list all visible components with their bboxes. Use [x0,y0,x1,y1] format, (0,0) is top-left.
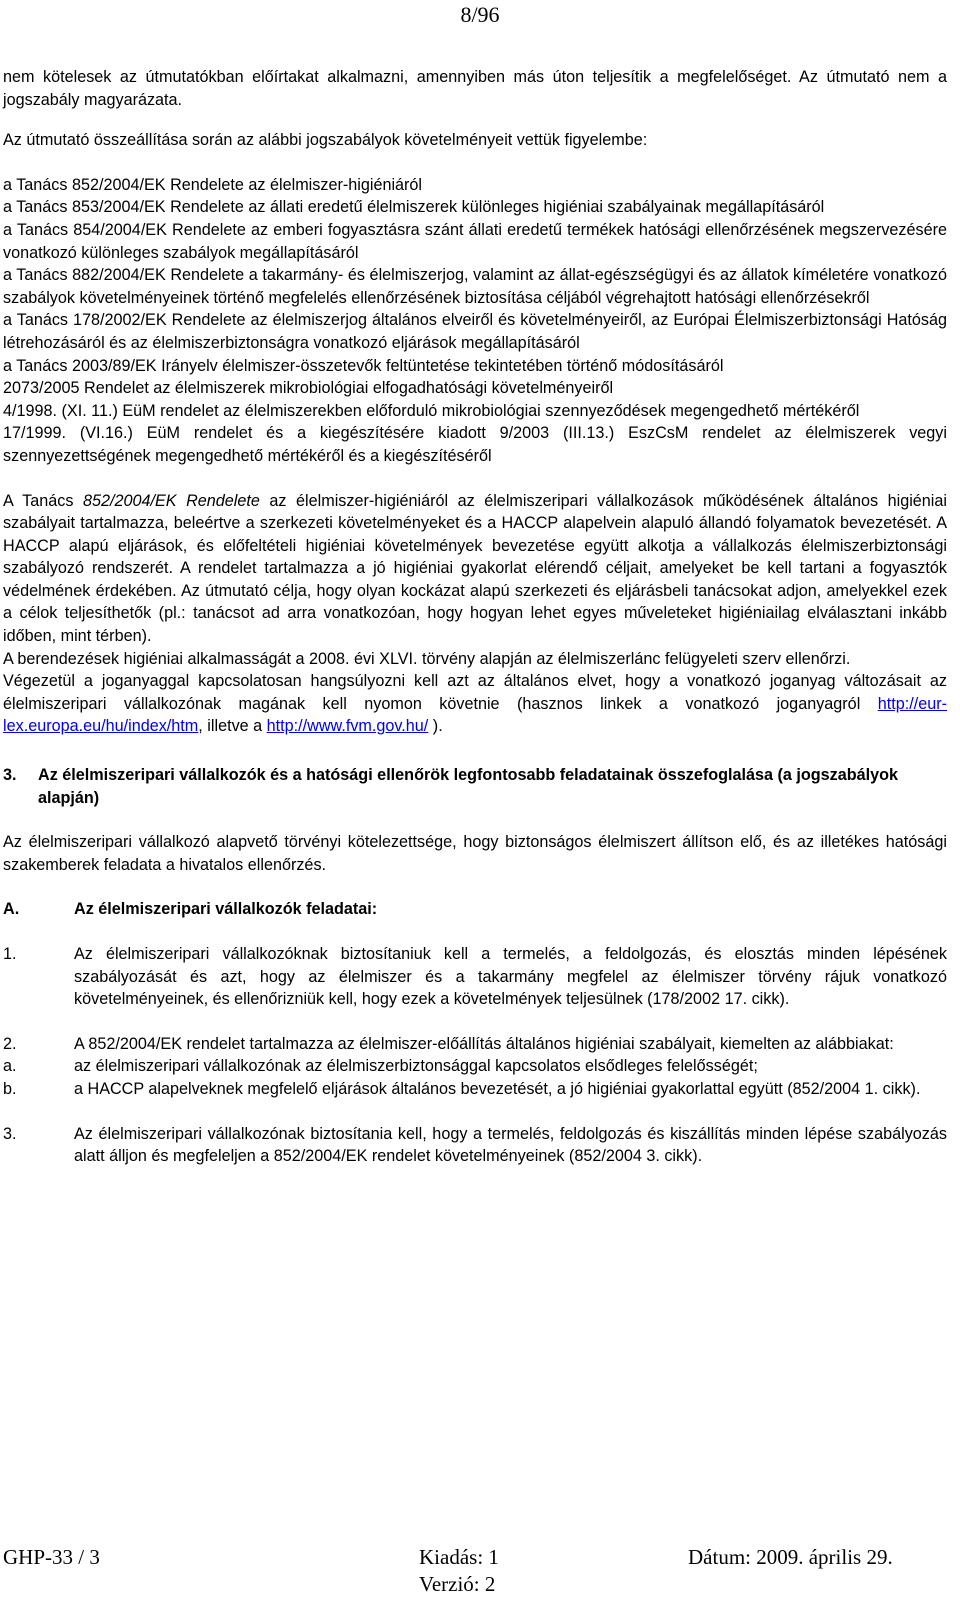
regulation-item: 4/1998. (XI. 11.) EüM rendelet az élelmiszerekben előforduló mikrobiológiai szennyeződések megengedhető mértékéről [3,401,860,420]
list-item [3,1033,947,1056]
eur-lex-link[interactable]: http://eur-lex.europa.eu/hu/index/htm [3,694,947,736]
list-item-text: A 852/2004/EK rendelet tartalmazza az élelmiszer-előállítás általános higiéniai szabályait, kiemelten az alábbiakat: [74,1034,894,1053]
list-item-text: Az élelmiszeripari vállalkozóknak biztosítaniuk kell a termelés, a feldolgozás, és elosztás minden lépésének szabályozását és azt, hogy az élelmiszer és a takarmány megfelel az élelmiszer törvény rájuk vonatkozó követelményeinek, és ellenőrizniük kell, hogy ezek a követelmények teljesülnek (178/2002 17. cikk). [74,945,947,1009]
section-number: 3. [3,766,17,785]
list-item [3,943,947,1011]
body-text: ). [428,717,443,736]
regulation-item: a Tanács 854/2004/EK Rendelete az emberi fogyasztásra szánt állati eredetű termékek hatósági ellenőrzésének megszervezésére vonatkozó különleges szabályok megállapításáról [3,220,947,262]
issue-number: Kiadás: 1 [419,1545,499,1569]
fvm-link[interactable]: http://www.fvm.gov.hu/ [266,717,429,736]
regulation-item: a Tanács 2003/89/EK Irányelv élelmiszer-összetevők feltüntetése tekintetében történő módosításáról [3,356,724,375]
subsection-heading [3,898,947,921]
regulation-item: a Tanács 852/2004/EK Rendelete az élelmiszer-higiéniáról [3,175,423,194]
intro-regulations-lead: Az útmutató összeállítása során az alábbi jogszabályok követelményeit vettük figyelembe: [3,131,648,150]
subsection-label: A. [3,900,20,919]
body-text: , illetve a [198,717,267,736]
list-subitem-text: a HACCP alapelveknek megfelelő eljárások általános bevezetését, a jó higiéniai gyakorlattal együtt (852/2004 1. cikk). [74,1079,921,1098]
regulation-item: 2073/2005 Rendelet az élelmiszerek mikrobiológiai elfogadhatósági követelményeiről [3,379,614,398]
section-intro: Az élelmiszeripari vállalkozó alapvető törvényi kötelezettsége, hogy biztonságos élelmiszert állítson elő, és az illetékes hatósági szakemberek feladata a hivatalos ellenőrzés. [3,833,947,874]
list-subitem [3,1055,947,1078]
page-number: 8/96 [460,2,500,27]
list-subitem [3,1078,947,1101]
subsection-title: Az élelmiszeripari vállalkozók feladatai: [74,900,378,919]
document-code: GHP-33 / 3 [3,1545,100,1569]
regulation-item: a Tanács 853/2004/EK Rendelete az állati eredetű élelmiszerek különleges higiéniai szabályainak megállapításáról [3,198,825,217]
regulation-item: a Tanács 178/2002/EK Rendelete az élelmiszerjog általános elveiről és követelményeiről, az Európai Élelmiszerbiztonsági Hatóság létrehozásáról és az élelmiszerbiztonságra vonatkozó eljárások megállapításáról [3,311,947,352]
body-paragraph-links [3,670,947,738]
list-subitem-text: az élelmiszeripari vállalkozónak az élelmiszerbiztonsággal kapcsolatos elsődleges felelősségét; [74,1057,758,1076]
body-text: Végezetül a joganyaggal kapcsolatosan hangsúlyozni kell azt az általános elvet, hogy a vonatkozó joganyag változásait az élelmiszeripari vállalkozónak magának kell nyomon követnie (hasznos linkek a vonatkozó joganyagról [3,672,947,713]
body-text: az élelmiszer-higiéniáról az élelmiszeripari vállalkozások működésének általános higiéniai szabályait tartalmazza, beleértve a szerkezeti követelményeket és a HACCP alapelvein alapuló állandó folyamatok bevezetését. A HACCP alapú eljárások, és előfeltételi higiéniai követelmények bevezetése együtt alkotja a vállalkozás élelmiszerbiztonsági szabályozó rendszerét. A rendelet tartalmazza a jó higiéniai gyakorlat elérendő céljait, amelyeket be kell tartani a fogyasztók védelmének érdekében. Az útmutató célja, hogy olyan kockázat alapú szerkezeti és eljárásbeli tanácsokat adjon, amelyekkel ezek a célok teljesíthetők (pl.: tanácsot ad arra vonatkozóan, hogy hogyan lehet egyes műveleteket higiéniailag elválasztani inkább időben, mint térben). [3,491,947,646]
regulation-item: a Tanács 882/2004/EK Rendelete a takarmány- és élelmiszerjog, valamint az állat-egészségügyi és az állatok kíméletére vonatkozó szabályok követelményeinek történő megfelelés ellenőrzésének biztosítása céljából végrehajtott hatósági ellenőrzésekről [3,266,947,307]
version-number: Verzió: 2 [419,1572,496,1596]
list-item-number: 2. [3,1034,17,1053]
list-subitem-letter: b. [3,1079,17,1098]
body-paragraph-haccp [3,490,947,648]
regulation-reference: 852/2004/EK Rendelete [82,491,260,510]
intro-paragraph: nem kötelesek az útmutatókban előírtakat alkalmazni, amennyiben más úton teljesítik a megfelelőséget. Az útmutató nem a jogszabály magyarázata. [3,68,947,109]
page-content [3,66,947,1168]
regulation-item: 17/1999. (VI.16.) EüM rendelet és a kiegészítésére kiadott 9/2003 (III.13.) EszCsM rendelet az élelmiszerek vegyi szennyezettségének megengedhető mértékéről és a kiegészítéséről [3,424,947,465]
section-title: Az élelmiszeripari vállalkozók és a hatósági ellenőrök legfontosabb feladatainak összefoglalása (a jogszabályok alapján) [38,766,899,807]
list-item [3,1123,947,1168]
list-item-number: 1. [3,945,17,963]
document-date: Dátum: 2009. április 29. [688,1545,893,1569]
body-text: A Tanács [3,491,83,510]
list-item-number: 3. [3,1124,17,1143]
section-heading [3,764,947,809]
list-item-text: Az élelmiszeripari vállalkozónak biztosítania kell, hogy a termelés, feldolgozás és kiszállítás minden lépése szabályozás alatt álljon és megfeleljen a 852/2004/EK rendelet követelményeinek (852/2004 3. cikk). [74,1124,947,1166]
body-paragraph-equipment: A berendezések higiéniai alkalmasságát a 2008. évi XLVI. törvény alapján az élelmiszerlánc felügyeleti szerv ellenőrzi. [3,649,851,668]
list-subitem-letter: a. [3,1057,17,1076]
